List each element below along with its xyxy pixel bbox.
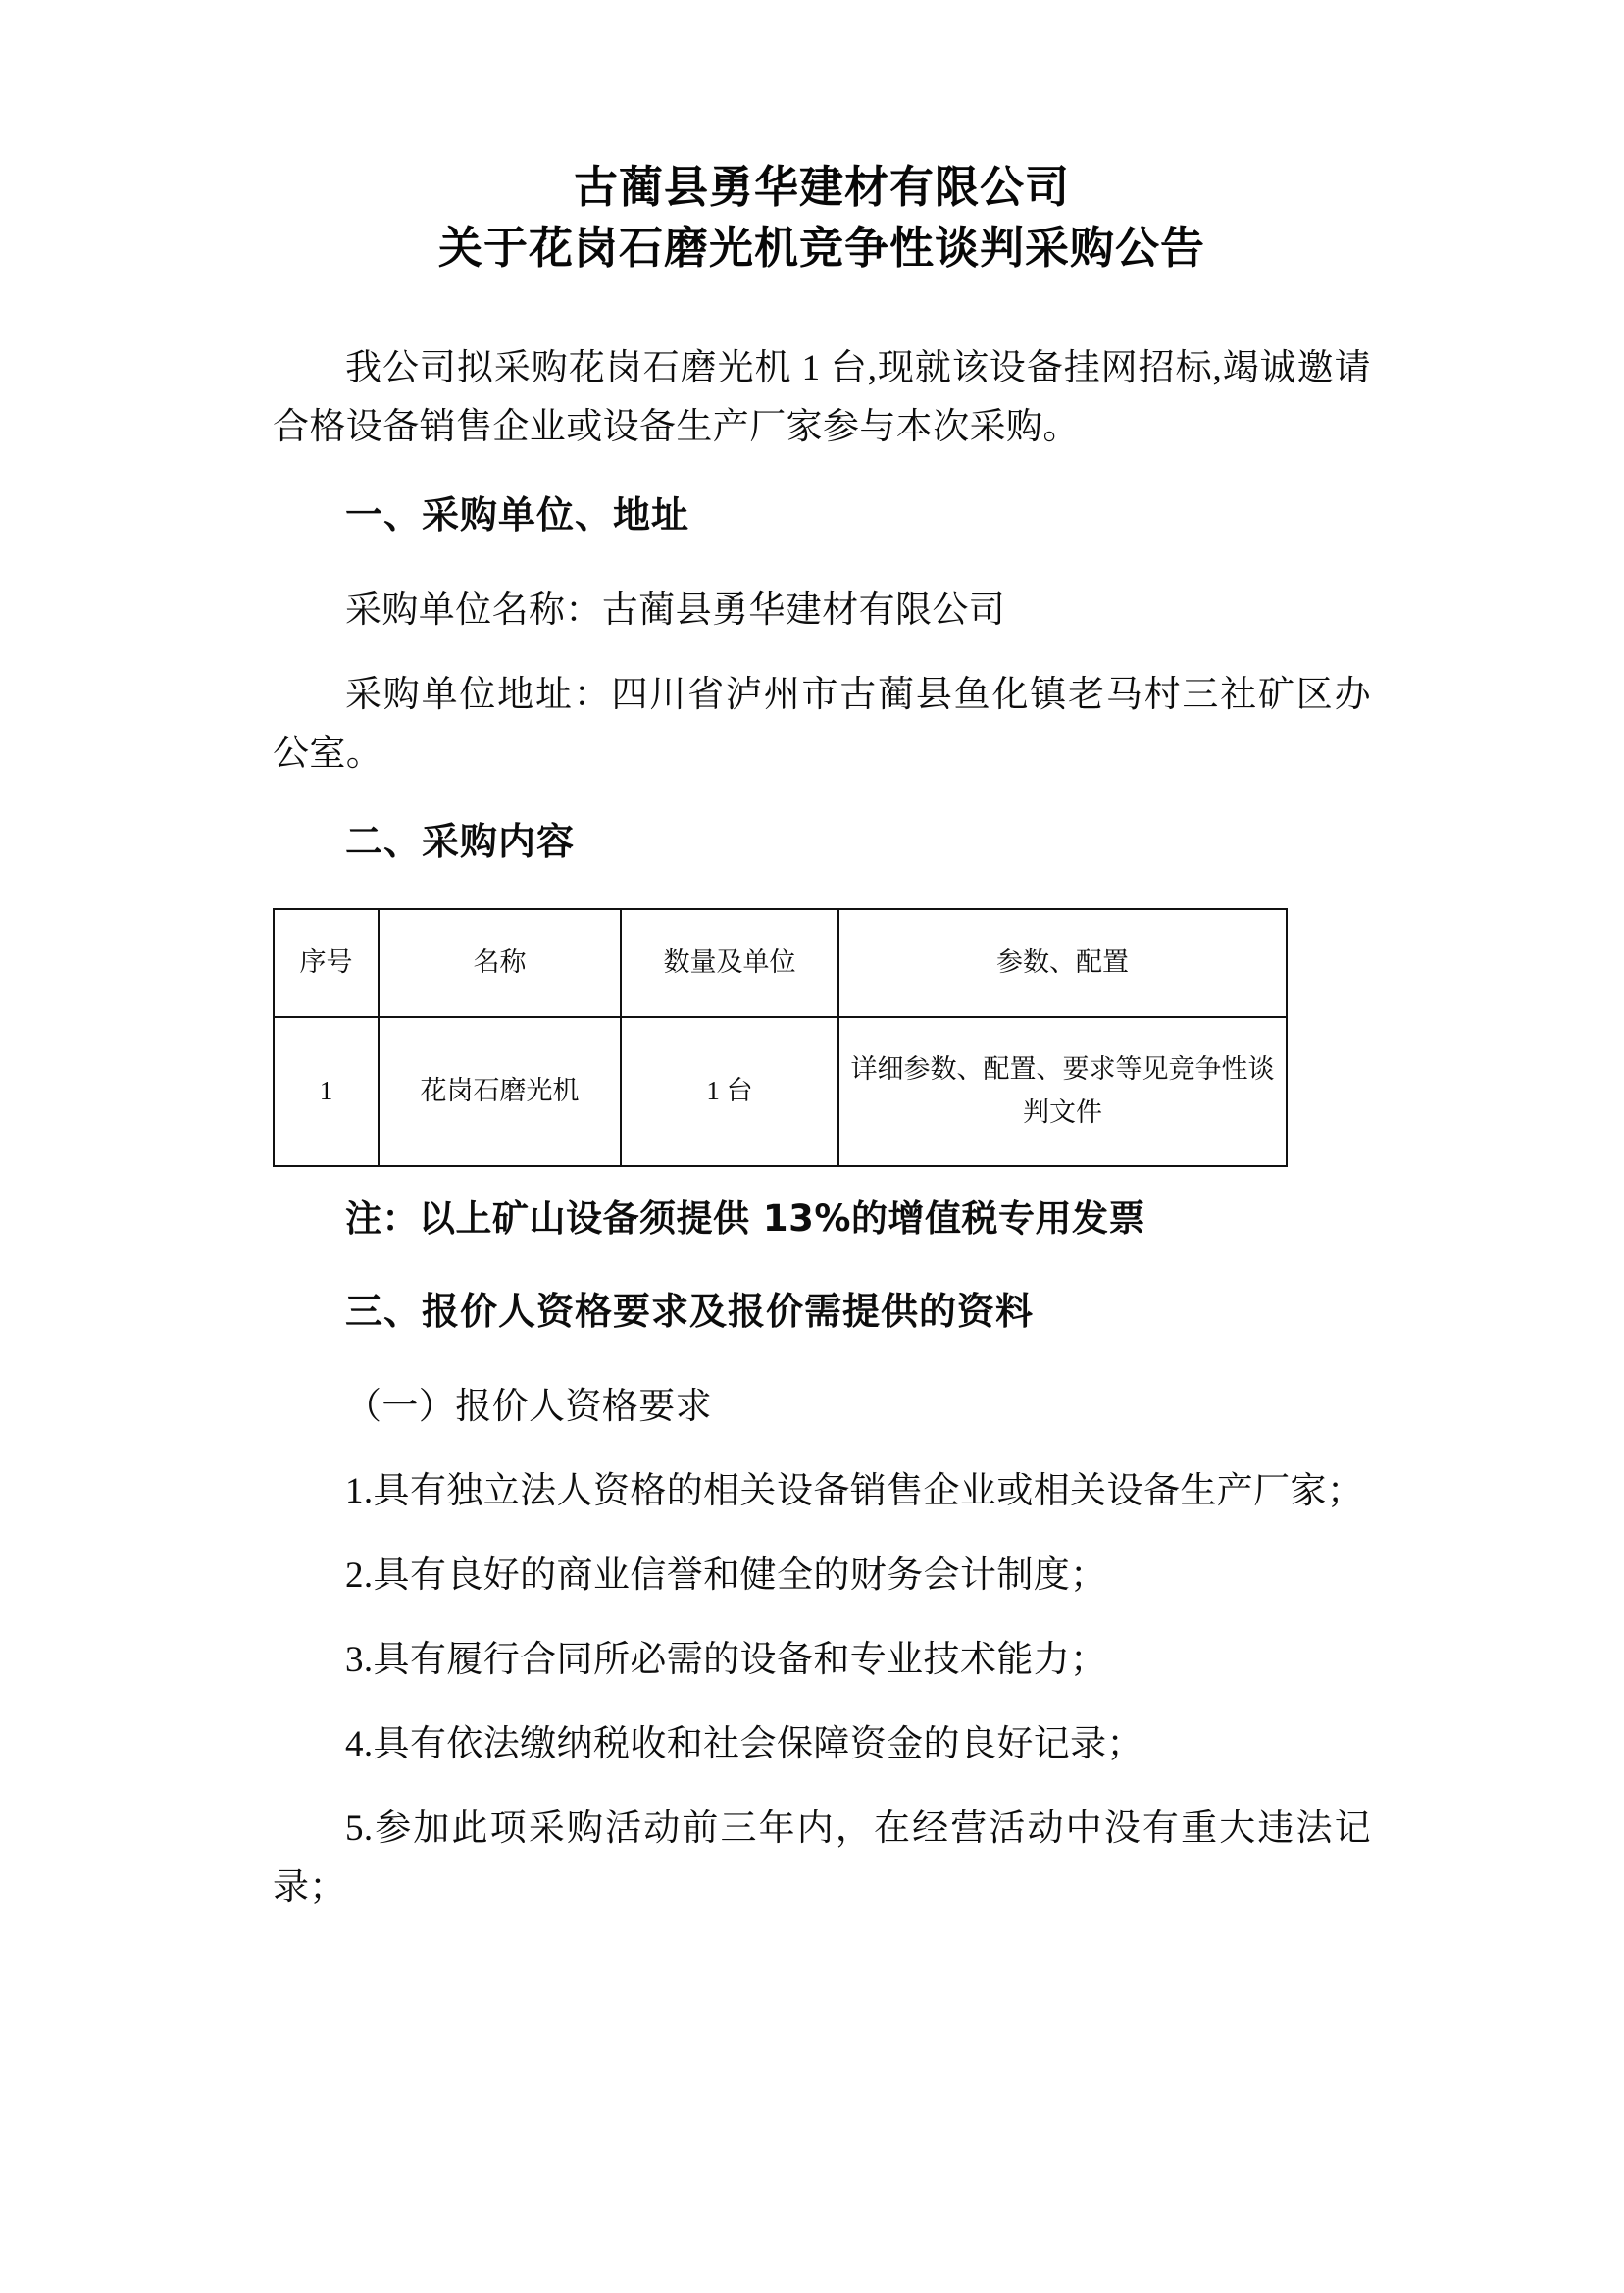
qualification-item-1: 1.具有独立法人资格的相关设备销售企业或相关设备生产厂家； (345, 1470, 1364, 1511)
table-note: 注：以上矿山设备须提供 13%的增值税专用发票 (345, 1197, 1145, 1240)
table-header-quantity: 数量及单位 (621, 909, 838, 1017)
purchasing-unit-address: 采购单位地址：四川省泸州市古蔺县鱼化镇老马村三社矿区办公室。 (273, 674, 1371, 774)
section-3-sub-heading: （一）报价人资格要求 (345, 1386, 712, 1427)
table-row (274, 1017, 1287, 1166)
title-line-1: 古蔺县勇华建材有限公司 (573, 161, 1070, 213)
table-header-no: 序号 (274, 909, 379, 1017)
intro-paragraph: 我公司拟采购花岗石磨光机 1 台,现就该设备挂网招标,竭诚邀请合格设备销售企业或设备生产厂家参与本次采购。 (273, 348, 1371, 448)
qualification-item-5: 5.参加此项采购活动前三年内，在经营活动中没有重大违法记录； (273, 1808, 1371, 1908)
section-2-heading: 二、采购内容 (345, 819, 576, 863)
qualification-item-3: 3.具有履行合同所必需的设备和专业技术能力； (345, 1639, 1107, 1680)
table-header-row (274, 909, 1287, 1017)
qualification-item-2: 2.具有良好的商业信誉和健全的财务会计制度； (345, 1554, 1107, 1596)
page-title (273, 157, 1371, 279)
qualification-item-4: 4.具有依法缴纳税收和社会保障资金的良好记录； (345, 1723, 1143, 1764)
table-cell-quantity: 1 台 (621, 1017, 838, 1166)
title-line-2: 关于花岗石磨光机竞争性谈判采购公告 (437, 222, 1205, 275)
section-3-heading: 三、报价人资格要求及报价需提供的资料 (345, 1290, 1035, 1333)
table-header-spec: 参数、配置 (838, 909, 1287, 1017)
table-cell-name: 花岗石磨光机 (379, 1017, 621, 1166)
table-header-name: 名称 (379, 909, 621, 1017)
purchase-content-table (273, 908, 1288, 1167)
table-cell-spec: 详细参数、配置、要求等见竞争性谈判文件 (838, 1017, 1287, 1166)
purchasing-unit-name: 采购单位名称：古蔺县勇华建材有限公司 (345, 589, 1006, 631)
table-cell-no: 1 (274, 1017, 379, 1166)
section-1-heading: 一、采购单位、地址 (345, 493, 690, 537)
document-content (273, 157, 1371, 1916)
